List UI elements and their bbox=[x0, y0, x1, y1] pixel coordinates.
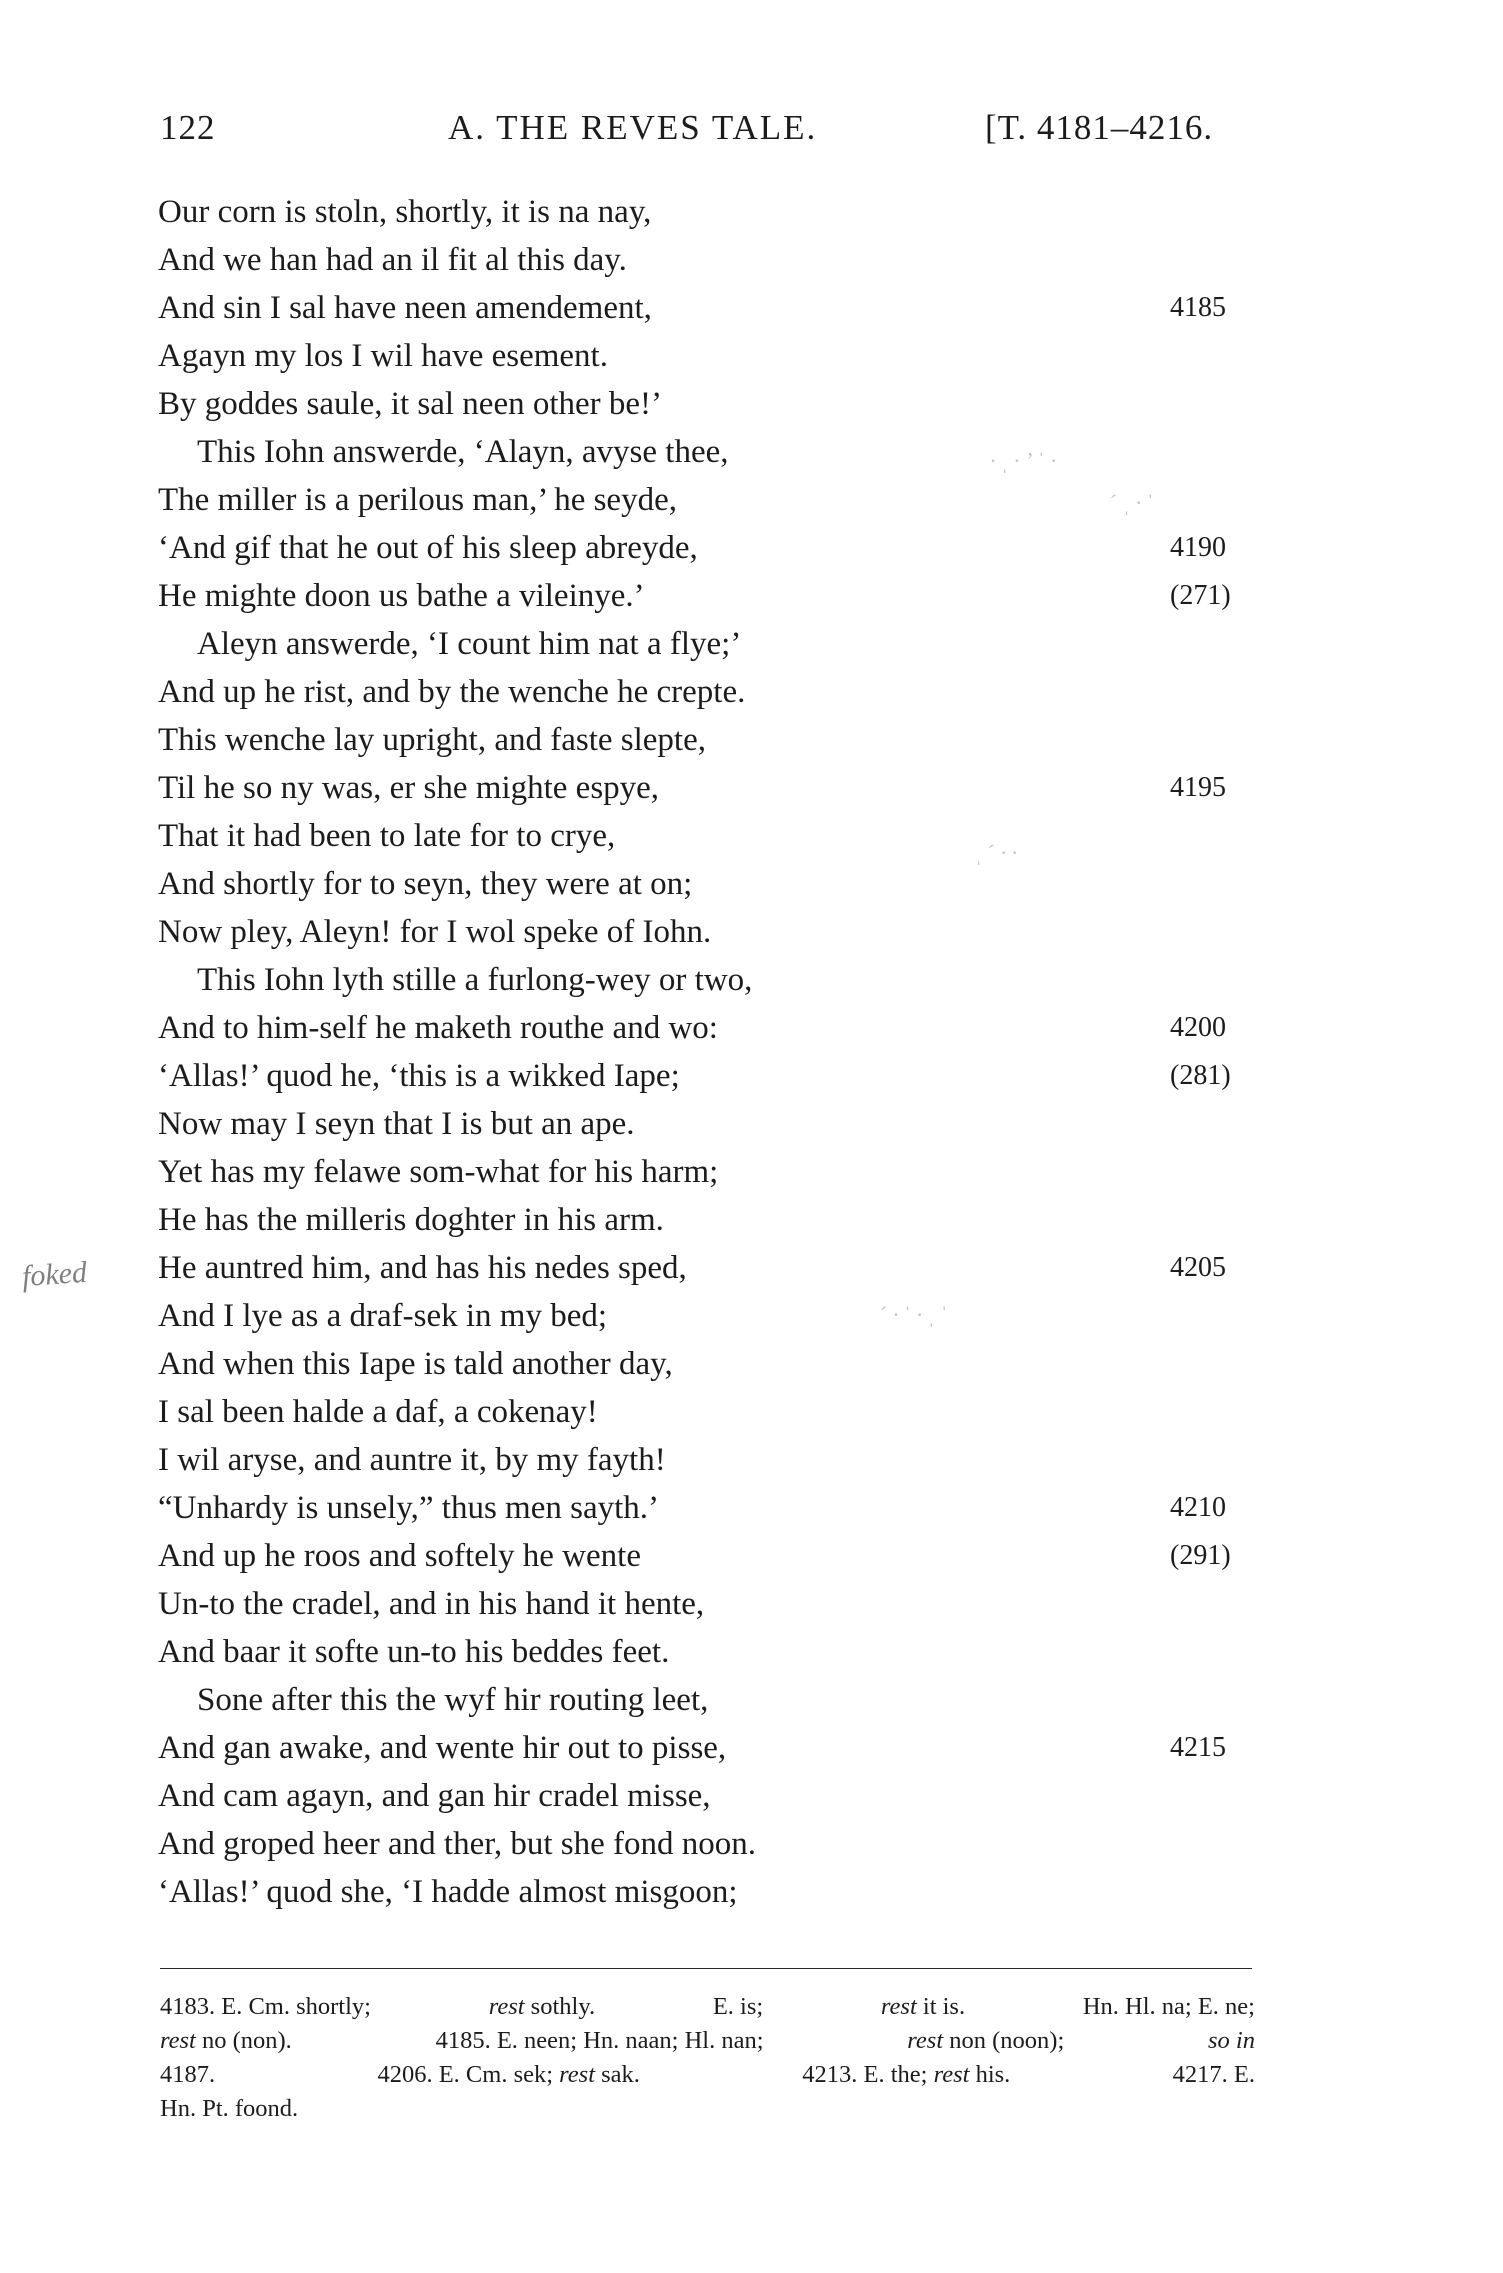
verse-line bbox=[0, 1436, 1503, 1484]
verse-line bbox=[0, 1580, 1503, 1628]
verse-line-text: And up he roos and softely he wente bbox=[158, 1538, 641, 1574]
faint-pencil-mark: · ˌ · ʼ ˈ · bbox=[990, 448, 1056, 473]
verse-line bbox=[0, 332, 1503, 380]
verse-line-text: He has the milleris doghter in his arm. bbox=[158, 1202, 664, 1238]
verse-line-text: The miller is a perilous man,’ he seyde, bbox=[158, 482, 677, 518]
verse-line bbox=[0, 908, 1503, 956]
verse-line-text: ‘Allas!’ quod she, ‘I hadde almost misgoon; bbox=[158, 1874, 738, 1910]
verse-line-text: I wil aryse, and auntre it, by my fayth! bbox=[158, 1442, 666, 1478]
verse-line-text: Aleyn answerde, ‘I count him nat a flye;’ bbox=[197, 626, 742, 662]
footnote-rule bbox=[160, 1968, 1252, 1969]
verse-line-text: This Iohn lyth stille a furlong-wey or two, bbox=[197, 962, 753, 998]
page-number: 122 bbox=[160, 108, 216, 147]
footnote-line: Hn. Pt. foond. bbox=[160, 2095, 299, 2122]
faint-pencil-mark: ˌ ˊ · · bbox=[975, 840, 1018, 865]
verse-line bbox=[0, 1532, 1503, 1580]
line-number: 4205 bbox=[1170, 1252, 1226, 1283]
verse-line bbox=[0, 620, 1503, 668]
footnotes bbox=[160, 1990, 1255, 2126]
line-range: [T. 4181–4216. bbox=[985, 108, 1214, 147]
verse-line-text: And up he rist, and by the wenche he crepte. bbox=[158, 674, 746, 710]
faint-pencil-mark: ˊ ˌ · ˈ bbox=[1110, 490, 1154, 515]
verse-line-text: He auntred him, and has his nedes sped, bbox=[158, 1250, 687, 1286]
verse-line bbox=[0, 476, 1503, 524]
verse-line-text: Now pley, Aleyn! for I wol speke of Iohn. bbox=[158, 914, 712, 950]
verse-line bbox=[0, 1148, 1503, 1196]
verse-line-text: And gan awake, and wente hir out to pisse, bbox=[158, 1730, 727, 1766]
verse-line bbox=[0, 1628, 1503, 1676]
verse-line bbox=[0, 1676, 1503, 1724]
verse-line-text: And when this Iape is tald another day, bbox=[158, 1346, 673, 1382]
line-number: 4210 bbox=[1170, 1492, 1226, 1523]
verse-line bbox=[0, 668, 1503, 716]
verse-line-text: This wenche lay upright, and faste slepte, bbox=[158, 722, 706, 758]
faint-pencil-mark: ˊ · ˈ · ˌ ˈ bbox=[880, 1302, 948, 1327]
verse-line bbox=[0, 284, 1503, 332]
verse-line-text: And I lye as a draf-sek in my bed; bbox=[158, 1298, 608, 1334]
verse-line bbox=[0, 572, 1503, 620]
footnote-line: 4187. 4206. E. Cm. sek; rest sak. 4213. E. the; rest his. 4217. E. bbox=[160, 2061, 1255, 2088]
verse-line bbox=[0, 764, 1503, 812]
verse-line-text: Sone after this the wyf hir routing leet, bbox=[197, 1682, 709, 1718]
verse-line bbox=[0, 716, 1503, 764]
line-number: (281) bbox=[1170, 1060, 1231, 1091]
line-number: 4215 bbox=[1170, 1732, 1226, 1763]
line-number: (291) bbox=[1170, 1540, 1231, 1571]
verse-line-text: ‘And gif that he out of his sleep abreyde, bbox=[158, 530, 698, 566]
verse-body bbox=[0, 188, 1503, 1916]
line-number: 4200 bbox=[1170, 1012, 1226, 1043]
line-number: (271) bbox=[1170, 580, 1231, 611]
line-number: 4190 bbox=[1170, 532, 1226, 563]
verse-line bbox=[0, 1340, 1503, 1388]
verse-line-text: Our corn is stoln, shortly, it is na nay, bbox=[158, 194, 652, 230]
verse-line-text: Til he so ny was, er she mighte espye, bbox=[158, 770, 660, 806]
verse-line bbox=[0, 236, 1503, 284]
verse-line bbox=[0, 1484, 1503, 1532]
verse-line-text: Un-to the cradel, and in his hand it hente, bbox=[158, 1586, 705, 1622]
verse-line bbox=[0, 1820, 1503, 1868]
page-title: A. THE REVES TALE. bbox=[448, 108, 818, 147]
handwritten-margin-note: foked bbox=[20, 1255, 89, 1294]
verse-line-text: And we han had an il fit al this day. bbox=[158, 242, 627, 278]
verse-line-text: And to him-self he maketh routhe and wo: bbox=[158, 1010, 718, 1046]
verse-line-text: And sin I sal have neen amendement, bbox=[158, 290, 652, 326]
footnote-line: 4183. E. Cm. shortly; rest sothly. E. is; rest it is. Hn. Hl. na; E. ne; bbox=[160, 1993, 1255, 2020]
running-header bbox=[0, 108, 1503, 152]
verse-line-text: And shortly for to seyn, they were at on; bbox=[158, 866, 693, 902]
verse-line bbox=[0, 188, 1503, 236]
line-number: 4195 bbox=[1170, 772, 1226, 803]
verse-line bbox=[0, 1196, 1503, 1244]
verse-line bbox=[0, 1388, 1503, 1436]
verse-line bbox=[0, 1772, 1503, 1820]
verse-line bbox=[0, 1724, 1503, 1772]
line-number: 4185 bbox=[1170, 292, 1226, 323]
verse-line bbox=[0, 1292, 1503, 1340]
verse-line bbox=[0, 1004, 1503, 1052]
verse-line-text: And baar it softe un-to his beddes feet. bbox=[158, 1634, 670, 1670]
verse-line bbox=[0, 1868, 1503, 1916]
verse-line bbox=[0, 956, 1503, 1004]
footnote-line: rest no (non). 4185. E. neen; Hn. naan; Hl. nan; rest non (noon); so in bbox=[160, 2027, 1255, 2054]
verse-line-text: And cam agayn, and gan hir cradel misse, bbox=[158, 1778, 711, 1814]
verse-line-text: And groped heer and ther, but she fond noon. bbox=[158, 1826, 757, 1862]
verse-line bbox=[0, 1244, 1503, 1292]
verse-line bbox=[0, 1052, 1503, 1100]
verse-line bbox=[0, 1100, 1503, 1148]
verse-line-text: Yet has my felawe som-what for his harm; bbox=[158, 1154, 719, 1190]
verse-line-text: “Unhardy is unsely,” thus men sayth.’ bbox=[158, 1490, 660, 1526]
verse-line bbox=[0, 812, 1503, 860]
verse-line-text: He mighte doon us bathe a vileinye.’ bbox=[158, 578, 645, 614]
verse-line-text: Agayn my los I wil have esement. bbox=[158, 338, 608, 374]
verse-line-text: Now may I seyn that I is but an ape. bbox=[158, 1106, 635, 1142]
verse-line-text: ‘Allas!’ quod he, ‘this is a wikked Iape; bbox=[158, 1058, 680, 1094]
verse-line bbox=[0, 428, 1503, 476]
verse-line bbox=[0, 860, 1503, 908]
verse-line-text: I sal been halde a daf, a cokenay! bbox=[158, 1394, 598, 1430]
verse-line bbox=[0, 524, 1503, 572]
verse-line-text: That it had been to late for to crye, bbox=[158, 818, 616, 854]
verse-line-text: This Iohn answerde, ‘Alayn, avyse thee, bbox=[197, 434, 729, 470]
verse-line bbox=[0, 380, 1503, 428]
verse-line-text: By goddes saule, it sal neen other be!’ bbox=[158, 386, 663, 422]
